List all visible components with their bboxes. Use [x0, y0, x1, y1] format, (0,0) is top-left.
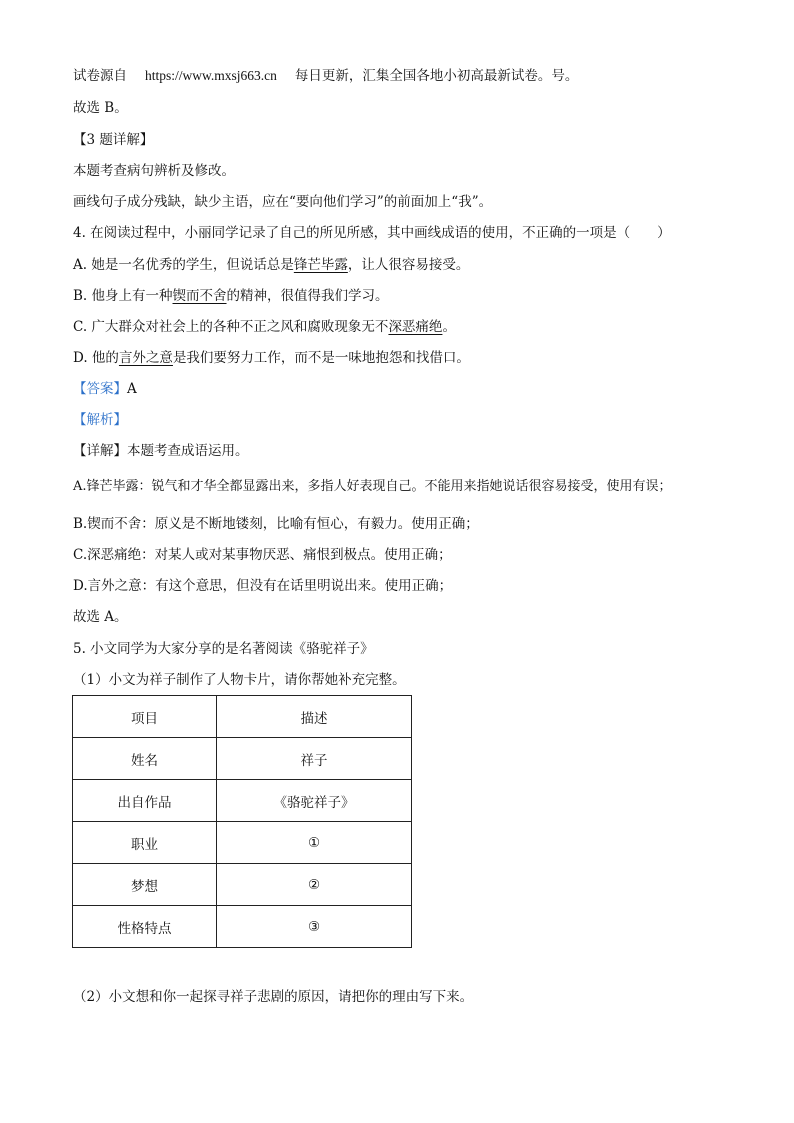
q4-stem: 4. 在阅读过程中，小丽同学记录了自己的所见所感，其中画线成语的使用，不正确的一项是（ ） — [73, 225, 671, 241]
explanation-d: D.言外之意：有这个意思，但没有在话里明说出来。使用正确； — [73, 578, 453, 594]
q3-detail-line2: 画线句子成分残缺，缺少主语，应在“要向他们学习”的前面加上“我”。 — [73, 194, 493, 210]
q2-choice: 故选 B。 — [73, 100, 128, 116]
explanation-a: A.锋芒毕露：锐气和才华全都显露出来，多指人好表现自己。不能用来指她说话很容易接受，使用有误； — [73, 479, 672, 494]
option-text: 。 — [442, 319, 456, 335]
q3-detail-heading: 【3 题详解】 — [73, 132, 154, 148]
table-row — [73, 738, 412, 780]
table-row — [73, 864, 412, 906]
q3-detail-line1: 本题考查病句辨析及修改。 — [73, 163, 235, 179]
table-cell-item: 职业 — [73, 822, 217, 864]
answer-label: 【答案】 — [73, 381, 127, 397]
table-row — [73, 906, 412, 948]
q4-option-b — [73, 287, 389, 305]
q5-stem: 5. 小文同学为大家分享的是名著阅读《骆驼祥子》 — [73, 641, 374, 657]
q4-option-d — [73, 349, 470, 367]
page-header — [73, 67, 578, 85]
detail-intro: 本题考查成语运用。 — [127, 443, 249, 459]
table-header-cell: 项目 — [73, 696, 217, 738]
detail-label: 【详解】 — [73, 443, 127, 459]
table-header-cell: 描述 — [217, 696, 412, 738]
table-row — [73, 780, 412, 822]
underlined-idiom: 锲而不舍 — [172, 288, 227, 304]
table-row — [73, 822, 412, 864]
character-card-table — [72, 695, 412, 948]
table-cell-desc: 祥子 — [217, 738, 412, 780]
header-source-label: 试卷源自 — [73, 68, 127, 84]
q4-detail — [73, 442, 249, 460]
option-text: C. 广大群众对社会上的各种不正之风和腐败现象无不 — [73, 319, 389, 335]
q4-answer — [73, 380, 137, 398]
table-cell-item: 出自作品 — [73, 780, 217, 822]
option-text: 是我们要努力工作，而不是一味地抱怨和找借口。 — [172, 350, 470, 366]
analysis-label: 【解析】 — [73, 412, 127, 428]
underlined-idiom: 深恶痛绝 — [388, 319, 443, 335]
option-text: B. 他身上有一种 — [73, 288, 173, 304]
option-text: 的精神，很值得我们学习。 — [226, 288, 389, 304]
q4-option-a — [73, 256, 469, 274]
q4-option-c — [73, 318, 456, 336]
table-header-row — [73, 696, 412, 738]
underlined-idiom: 锋芒毕露 — [293, 257, 348, 273]
explanation-b: B.锲而不舍：原义是不断地镂刻，比喻有恒心，有毅力。使用正确； — [73, 516, 479, 532]
option-text: ，让人很容易接受。 — [347, 257, 470, 273]
option-text: D. 他的 — [73, 350, 119, 366]
q5-sub2: （2）小文想和你一起探寻祥子悲剧的原因，请把你的理由写下来。 — [73, 989, 474, 1005]
table-cell-item: 梦想 — [73, 864, 217, 906]
q4-choice: 故选 A。 — [73, 609, 128, 625]
underlined-idiom: 言外之意 — [118, 350, 173, 366]
header-url-link[interactable]: https://www.mxsj663.cn — [145, 68, 277, 83]
table-cell-desc: 《骆驼祥子》 — [217, 780, 412, 822]
header-slogan: 每日更新，汇集全国各地小初高最新试卷。号。 — [294, 68, 579, 84]
explanation-c: C.深恶痛绝：对某人或对某事物厌恶、痛恨到极点。使用正确； — [73, 547, 452, 563]
table-cell-desc: ② — [217, 864, 412, 906]
table-cell-desc: ① — [217, 822, 412, 864]
option-text: A. 她是一名优秀的学生，但说话总是 — [73, 257, 294, 273]
table-cell-desc: ③ — [217, 906, 412, 948]
table-cell-item: 姓名 — [73, 738, 217, 780]
q5-sub1: （1）小文为祥子制作了人物卡片，请你帮她补充完整。 — [73, 672, 406, 688]
answer-value: A — [127, 381, 137, 397]
table-cell-item: 性格特点 — [73, 906, 217, 948]
